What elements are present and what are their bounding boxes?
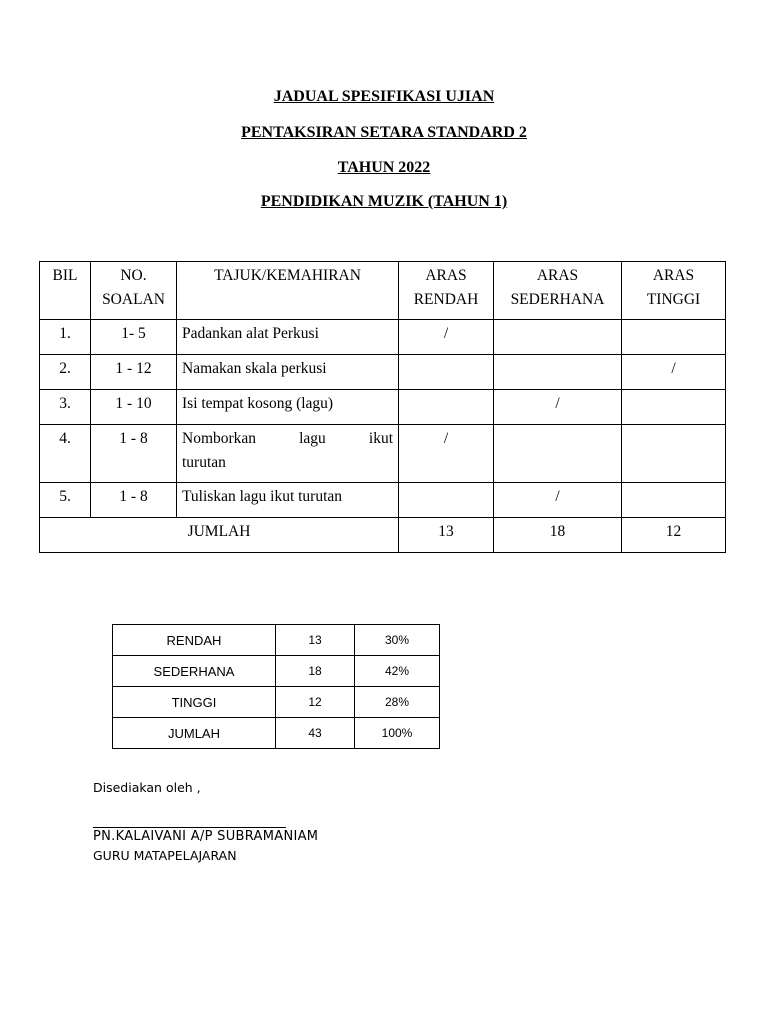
summary-count: 13	[276, 625, 355, 656]
total-label: JUMLAH	[40, 518, 399, 553]
cell-soalan: 1 - 10	[91, 390, 177, 425]
cell-rendah	[399, 355, 494, 390]
cell-tajuk: Padankan alat Perkusi	[177, 320, 399, 355]
header-tajuk: TAJUK/KEMAHIRAN	[177, 262, 399, 320]
summary-percent: 42%	[355, 656, 440, 687]
table-total-row	[40, 518, 726, 553]
cell-bil: 3.	[40, 390, 91, 425]
cell-bil: 2.	[40, 355, 91, 390]
cell-sederhana: /	[494, 483, 622, 518]
table-row	[40, 483, 726, 518]
summary-row	[113, 718, 440, 749]
cell-sederhana	[494, 320, 622, 355]
summary-count: 12	[276, 687, 355, 718]
summary-level: SEDERHANA	[113, 656, 276, 687]
summary-table	[112, 624, 440, 749]
table-row	[40, 320, 726, 355]
summary-level: TINGGI	[113, 687, 276, 718]
document-year: TAHUN 2022	[337, 159, 431, 176]
cell-tajuk: Tuliskan lagu ikut turutan	[177, 483, 399, 518]
cell-bil: 1.	[40, 320, 91, 355]
document-subject: PENDIDIKAN MUZIK (TAHUN 1)	[260, 193, 508, 210]
signature-line	[93, 827, 286, 828]
cell-tajuk: Isi tempat kosong (lagu)	[177, 390, 399, 425]
summary-count: 43	[276, 718, 355, 749]
table-header-row	[40, 262, 726, 320]
cell-tinggi	[622, 425, 726, 483]
cell-soalan: 1 - 8	[91, 425, 177, 483]
cell-tinggi	[622, 320, 726, 355]
cell-sederhana: /	[494, 390, 622, 425]
header-aras-tinggi: ARAS TINGGI	[622, 262, 726, 320]
cell-tajuk: Nomborkan lagu ikut turutan	[177, 425, 399, 483]
summary-row	[113, 656, 440, 687]
summary-percent: 100%	[355, 718, 440, 749]
total-sederhana: 18	[494, 518, 622, 553]
total-rendah: 13	[399, 518, 494, 553]
cell-tinggi	[622, 390, 726, 425]
summary-count: 18	[276, 656, 355, 687]
header-bil: BIL	[40, 262, 91, 320]
document-title: JADUAL SPESIFIKASI UJIAN	[273, 88, 495, 105]
total-tinggi: 12	[622, 518, 726, 553]
header-aras-rendah: ARAS RENDAH	[399, 262, 494, 320]
cell-soalan: 1 - 12	[91, 355, 177, 390]
cell-tajuk: Namakan skala perkusi	[177, 355, 399, 390]
summary-level: JUMLAH	[113, 718, 276, 749]
cell-bil: 4.	[40, 425, 91, 483]
cell-soalan: 1 - 8	[91, 483, 177, 518]
preparer-name: PN.KALAIVANI A/P SUBRAMANIAM	[93, 829, 319, 844]
cell-sederhana	[494, 355, 622, 390]
document-subtitle: PENTAKSIRAN SETARA STANDARD 2	[241, 124, 527, 141]
header-aras-sederhana: ARAS SEDERHANA	[494, 262, 622, 320]
cell-soalan: 1- 5	[91, 320, 177, 355]
cell-tinggi: /	[622, 355, 726, 390]
summary-row	[113, 687, 440, 718]
cell-rendah: /	[399, 425, 494, 483]
cell-rendah	[399, 483, 494, 518]
table-row	[40, 355, 726, 390]
table-row	[40, 425, 726, 483]
cell-tinggi	[622, 483, 726, 518]
preparer-role: GURU MATAPELAJARAN	[93, 848, 237, 863]
prepared-by-label: Disediakan oleh ,	[93, 780, 201, 795]
summary-level: RENDAH	[113, 625, 276, 656]
summary-percent: 28%	[355, 687, 440, 718]
cell-rendah: /	[399, 320, 494, 355]
summary-row	[113, 625, 440, 656]
table-row	[40, 390, 726, 425]
header-no-soalan: NO. SOALAN	[91, 262, 177, 320]
cell-sederhana	[494, 425, 622, 483]
cell-bil: 5.	[40, 483, 91, 518]
cell-rendah	[399, 390, 494, 425]
specification-table	[39, 261, 726, 553]
summary-percent: 30%	[355, 625, 440, 656]
